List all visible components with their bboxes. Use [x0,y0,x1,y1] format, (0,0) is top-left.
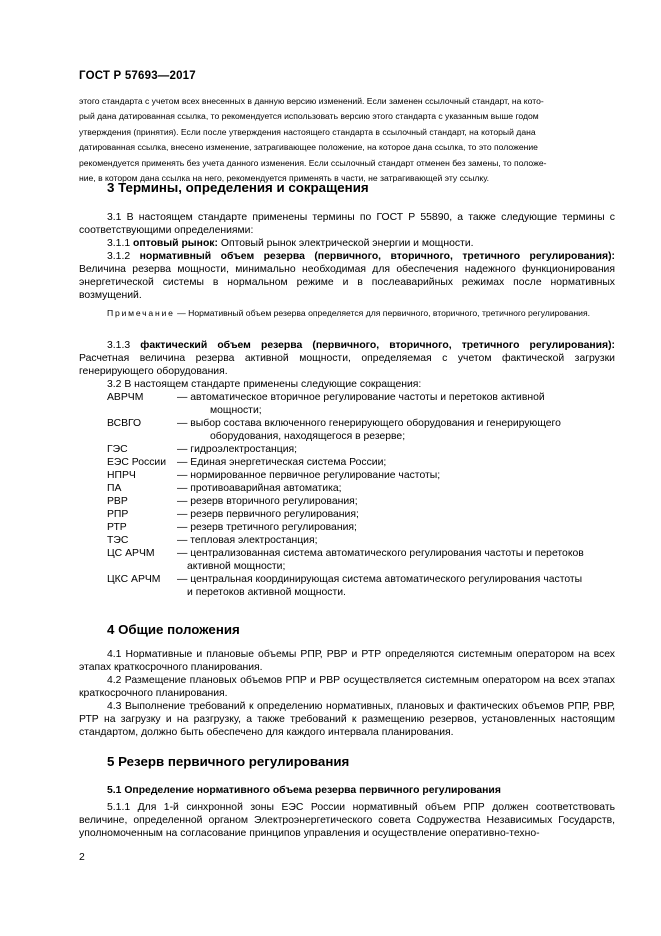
paragraph-3-1: 3.1 В настоящем стандарте применены термины по ГОСТ Р 55890, а также следующие термины с соответствующими определениями: [79,212,615,236]
abbreviation-continuation: активной мощности; [187,561,286,572]
abbreviation-key: АВРЧМ [107,392,144,403]
intro-line: рекомендуется применять без учета данного изменения. Если ссылочный стандарт отменен без замены, то положе- [79,157,547,168]
intro-line: утверждения (принятия). Если после утверждения настоящего стандарта в ссылочный стандарт, на который дана [79,126,536,137]
subsection-5-1-heading: 5.1 Определение нормативного объема резерва первичного регулирования [107,785,501,796]
abbreviation-value: — центральная координирующая система автоматического регулирования частоты [177,574,583,585]
section-5-heading: 5 Резерв первичного регулирования [107,754,350,769]
abbreviation-row [107,573,615,586]
term-3-1-3 [79,339,615,378]
note-paragraph [79,306,615,321]
abbreviation-value: — централизованная система автоматического регулирования частоты и перетоков [177,548,584,559]
abbreviation-row [107,391,615,404]
abbreviation-value: — автоматическое вторичное регулирование частоты и перетоков активной [177,392,545,403]
abbreviation-value: — нормированное первичное регулирование частоты; [177,470,441,481]
paragraph-4-2: 4.2 Размещение плановых объемов РПР и РВР осуществляется системным оператором на всех этапах краткосрочного планирования. [79,675,615,699]
abbreviation-key: ПА [107,483,122,494]
term-3-1-1 [79,237,615,250]
intro-line: датированная ссылка, внесено изменение, затрагивающее положение, на которое дана ссылка, то это положение [79,142,538,153]
term-definition: Величина резерва мощности, минимально необходимая для обеспечения надежного функционирования энергетической системы в нормальном режиме и в послеаварийных режимах после нормативных возмущений. [79,264,615,301]
paragraph-4-3: 4.3 Выполнение требований к определению нормативных, плановых и фактических объемов РПР, РВР, РТР на загрузку и на разгрузку, а также требований к размещению резервов, установленных настоящим стандартом, должно быть обеспечено для каждого интервала планирования. [79,701,615,738]
term-definition: Оптовый рынок электрической энергии и мощности. [217,238,474,249]
intro-paragraph [79,94,615,186]
note-label: Примечание [107,308,175,318]
intro-line: ние, в котором дана ссылка на него, рекомендуется применять в части, не затрагивающей эту ссылку. [79,173,490,184]
abbreviation-continuation: оборудования, находящегося в резерве; [210,431,406,442]
abbreviation-value: — тепловая электростанция; [177,535,318,546]
abbreviation-value: — выбор состава включенного генерирующего оборудования и генерирующего [177,418,561,429]
page-header-standard-number: ГОСТ Р 57693—2017 [79,70,196,82]
abbreviations-list [107,391,615,599]
term-definition: Расчетная величина резерва активной мощности, определяемая с учетом фактической загрузки генерирующего оборудования. [79,353,615,377]
abbreviation-key: ГЭС [107,444,128,455]
term-name: нормативный объем резерва (первичного, вторичного, третичного регулирования): [139,251,615,262]
abbreviation-row [107,547,615,560]
abbreviation-key: ЦС АРЧМ [107,548,155,559]
abbreviation-key: ЕЭС России [107,457,167,468]
abbreviation-row [107,456,615,469]
abbreviation-key: РВР [107,496,128,507]
abbreviation-row [107,521,615,534]
term-name: оптовый рынок: [133,238,218,249]
term-3-1-2 [79,250,615,302]
abbreviation-row [107,443,615,456]
term-number: 3.1.1 [107,238,133,249]
abbreviation-value: — резерв первичного регулирования; [177,509,359,520]
abbreviation-value: — противоаварийная автоматика; [177,483,342,494]
paragraph-3-2: 3.2 В настоящем стандарте применены следующие сокращения: [107,379,422,390]
section-3-heading: 3 Термины, определения и сокращения [107,180,369,195]
paragraph-4-1: 4.1 Нормативные и плановые объемы РПР, РВР и РТР определяются системным оператором на всех этапах краткосрочного планирования. [79,649,615,673]
abbreviation-key: ТЭС [107,535,129,546]
intro-line: этого стандарта с учетом всех внесенных в данную версию изменений. Если заменен ссылочный стандарт, на кото- [79,96,544,106]
abbreviation-key: РПР [107,509,129,520]
abbreviation-row [107,482,615,495]
abbreviation-row [107,417,615,430]
section-4-heading: 4 Общие положения [107,622,240,637]
abbreviation-value: — Единая энергетическая система России; [177,457,387,468]
intro-line: рый дана датированная ссылка, то рекомендуется использовать версию этого стандарта с указанным выше годом [79,111,539,122]
abbreviation-value: — резерв вторичного регулирования; [177,496,358,507]
abbreviation-continuation: и перетоков активной мощности. [187,587,346,598]
term-name: фактический объем резерва (первичного, вторичного, третичного регулирования): [140,340,616,351]
abbreviation-row [107,469,615,482]
abbreviation-row [107,495,615,508]
abbreviation-row [107,508,615,521]
abbreviation-key: ВСВГО [107,418,142,429]
abbreviation-row [107,534,615,547]
page-number: 2 [79,852,85,863]
abbreviation-key: ЦКС АРЧМ [107,574,161,585]
abbreviation-value: — резерв третичного регулирования; [177,522,357,533]
abbreviation-continuation: мощности; [210,405,262,416]
note-text: — Нормативный объем резерва определяется для первичного, вторичного, третичного регулирования. [174,308,591,318]
paragraph-5-1-1: 5.1.1 Для 1-й синхронной зоны ЕЭС России нормативный объем РПР должен соответствовать величине, определенной органом Электроэнергетического совета Содружества Независимых Государств, уполномоченным на согласование принципов управления и осуществление оперативно-техно- [79,802,615,839]
term-number: 3.1.2 [107,251,140,262]
abbreviation-key: РТР [107,522,127,533]
term-number: 3.1.3 [107,340,141,351]
abbreviation-key: НПРЧ [107,470,136,481]
abbreviation-value: — гидроэлектростанция; [177,444,298,455]
